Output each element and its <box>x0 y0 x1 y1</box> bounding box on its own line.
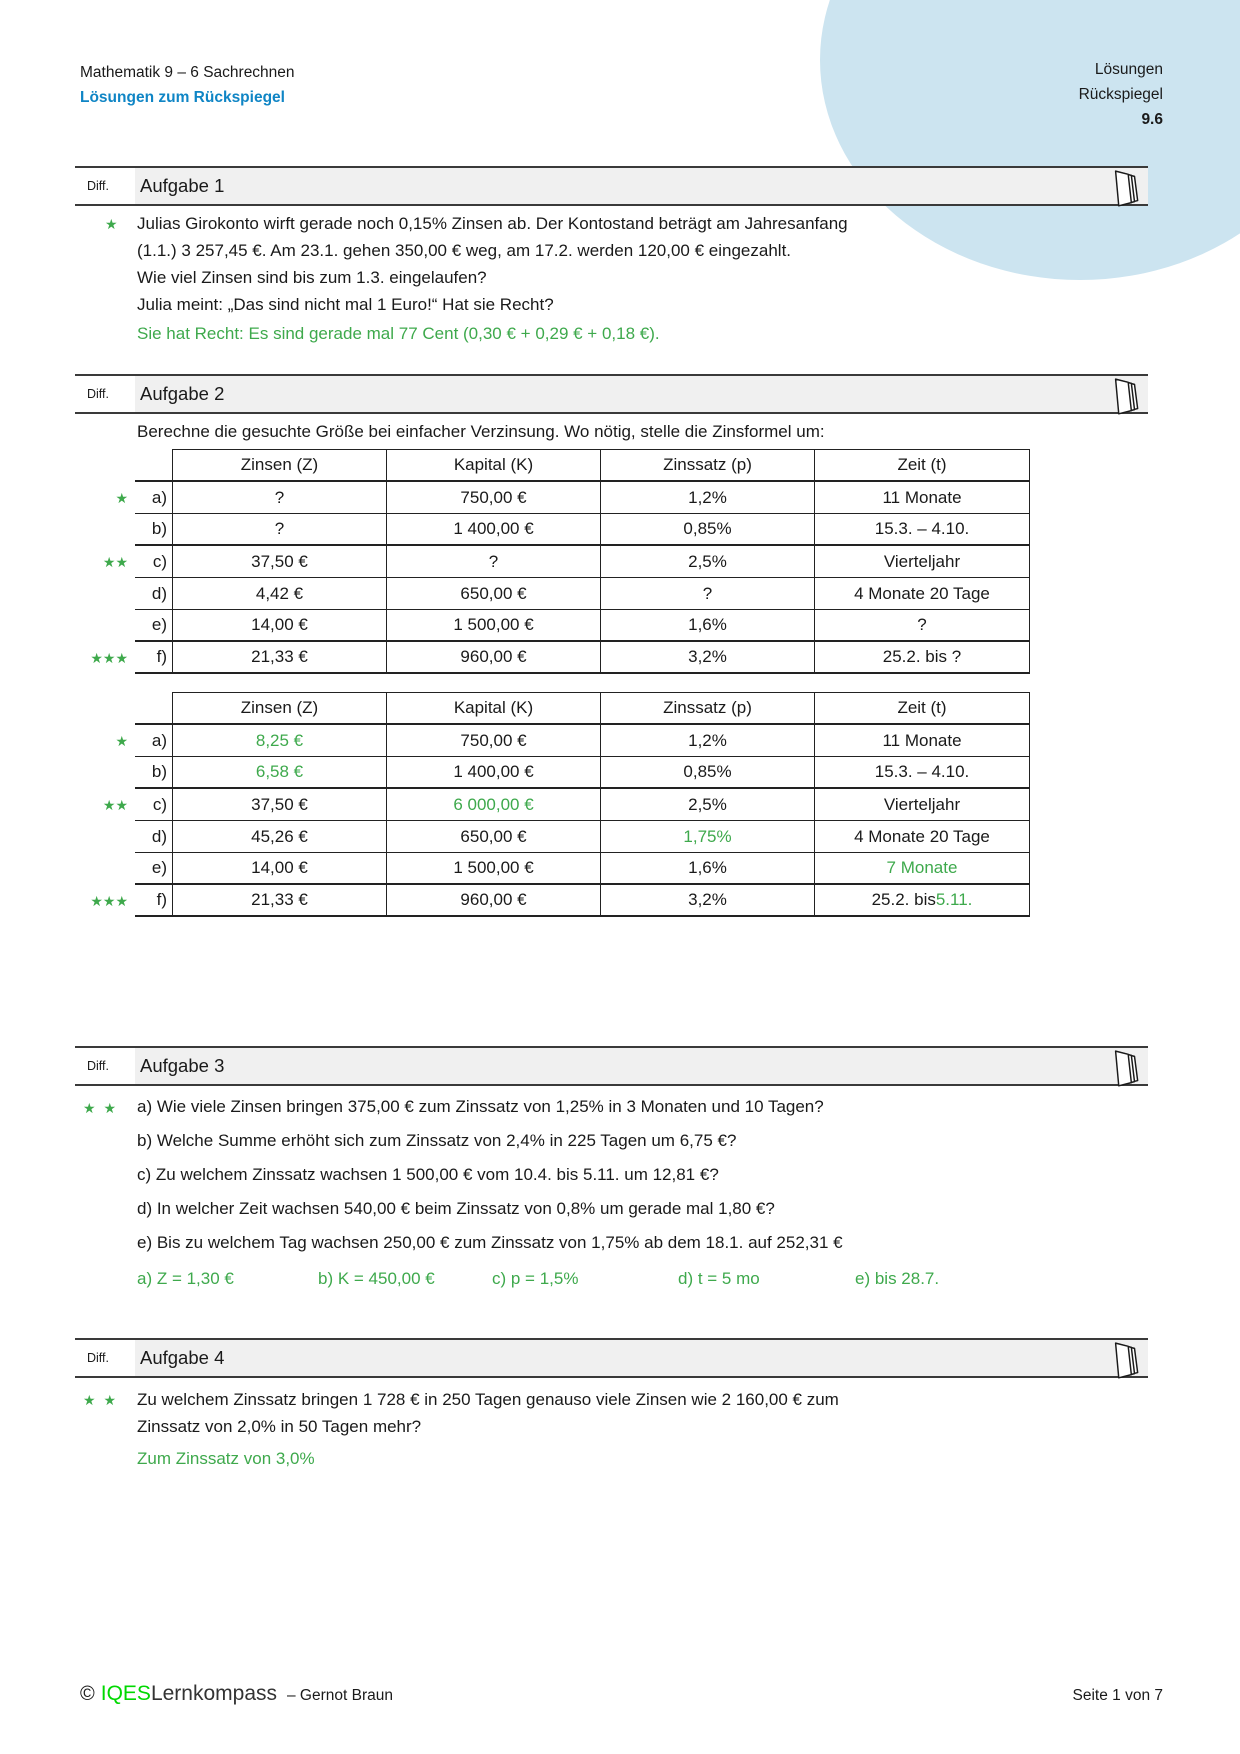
row-label: d) <box>135 821 173 853</box>
cell-text: 750,00 € <box>460 730 527 750</box>
table-cell <box>815 482 1030 514</box>
cell-text: 3,2% <box>688 890 727 909</box>
corner-code: 9.6 <box>1141 111 1163 128</box>
cell-text: 1,2% <box>688 487 727 507</box>
solution-text: Zum Zinssatz von 3,0% <box>137 1449 315 1468</box>
cell-text: 21,33 € <box>251 890 308 909</box>
cell-text: 15.3. – 4.10. <box>874 762 970 781</box>
task-title-bar <box>135 1048 1148 1084</box>
column-header: Zinsen (Z) <box>173 449 387 482</box>
solution-item: c) p = 1,5% <box>492 1269 579 1288</box>
cell-text: 1 500,00 € <box>453 858 534 877</box>
cell-text: 960,00 € <box>460 890 527 909</box>
solution-item: b) K = 450,00 € <box>318 1269 435 1288</box>
row-difficulty-stars <box>75 757 135 789</box>
table-cell <box>387 578 601 610</box>
task-body <box>75 1386 1148 1469</box>
table-cell <box>815 821 1030 853</box>
task-text-line: Zinssatz von 2,0% in 50 Tagen mehr? <box>137 1417 422 1436</box>
task-header-bar <box>75 166 1148 206</box>
table-cell <box>387 642 601 674</box>
table-cell <box>173 610 387 642</box>
table-cell <box>173 514 387 546</box>
row-difficulty-stars: ★★★ <box>90 649 128 666</box>
cell-text: 25.2. bis ? <box>882 647 962 666</box>
copyright-icon: © <box>80 1683 95 1705</box>
row-difficulty-stars <box>75 821 135 853</box>
column-header: Zeit (t) <box>815 449 1030 482</box>
table-cell <box>387 885 601 917</box>
solution-row <box>137 1269 1148 1289</box>
table-cell <box>173 546 387 578</box>
row-label: b) <box>135 514 173 546</box>
solution-value: 7 Monate <box>886 858 958 877</box>
table-cell <box>173 642 387 674</box>
table-cell <box>815 514 1030 546</box>
cell-text: ? <box>488 551 499 571</box>
cell-text: ? <box>702 583 713 603</box>
table-cell <box>173 885 387 917</box>
row-label: e) <box>135 853 173 885</box>
cell-text: 0,85% <box>683 519 732 538</box>
task-title-bar <box>135 1340 1148 1376</box>
task-instruction: Berechne die gesuchte Größe bei einfacher Verzinsung. Wo nötig, stelle die Zinsformel um: <box>137 422 825 441</box>
section-aufgabe-3 <box>75 1046 1148 1289</box>
solution-value: 6,58 € <box>255 762 304 781</box>
cell-text: 1,2% <box>688 730 727 750</box>
cell-text: 37,50 € <box>251 551 308 571</box>
page-footer <box>80 1682 1163 1706</box>
cell-text: 3,2% <box>688 647 727 666</box>
task-header-bar <box>75 1046 1148 1086</box>
exercise-book-icon <box>1106 1340 1142 1382</box>
task-text-line: Wie viel Zinsen sind bis zum 1.3. eingelaufen? <box>137 268 487 287</box>
row-label: c) <box>135 546 173 578</box>
table-cell <box>387 757 601 789</box>
cell-text: 14,00 € <box>251 615 308 634</box>
cell-text: 37,50 € <box>251 794 308 814</box>
brand-iqes: IQES <box>100 1682 151 1705</box>
column-header: Kapital (K) <box>387 449 601 482</box>
diff-label: Diff. <box>75 1340 135 1376</box>
cell-text: 21,33 € <box>251 647 308 666</box>
star-gutter-header <box>75 692 135 725</box>
interest-solution-table <box>75 692 1148 917</box>
row-difficulty-stars <box>75 853 135 885</box>
task-body <box>75 1094 1148 1289</box>
task-item: e) Bis zu welchem Tag wachsen 250,00 € zum Zinssatz von 1,75% ab dem 18.1. auf 252,31 € <box>137 1233 843 1252</box>
solution-value: 8,25 € <box>255 730 304 750</box>
table-cell <box>601 789 815 821</box>
task-title: Aufgabe 3 <box>140 1055 225 1076</box>
task-items <box>137 1094 1148 1256</box>
task-title: Aufgabe 4 <box>140 1347 225 1368</box>
cell-text: 1 400,00 € <box>453 762 534 781</box>
cell-text: 960,00 € <box>460 647 527 666</box>
task-item: d) In welcher Zeit wachsen 540,00 € beim Zinssatz von 0,8% um gerade mal 1,80 €? <box>137 1199 775 1218</box>
corner-label-2: Rückspiegel <box>1078 86 1163 103</box>
row-difficulty-stars <box>75 610 135 642</box>
difficulty-stars: ★ ★ <box>83 1392 118 1408</box>
cell-text: 2,5% <box>688 794 727 814</box>
cell-text: 2,5% <box>688 551 727 571</box>
table-cell <box>387 821 601 853</box>
cell-text: 1,6% <box>688 615 727 634</box>
row-label: f) <box>135 642 173 674</box>
task-text-line: Julia meint: „Das sind nicht mal 1 Euro!“ Hat sie Recht? <box>137 295 554 314</box>
difficulty-stars: ★ <box>105 216 120 232</box>
difficulty-stars: ★ ★ <box>83 1100 118 1116</box>
table-cell <box>815 578 1030 610</box>
cell-text: 11 Monate <box>882 730 962 750</box>
table-cell <box>815 725 1030 757</box>
table-cell <box>387 853 601 885</box>
row-difficulty-stars: ★★★ <box>90 892 128 909</box>
cell-text: ? <box>274 487 285 507</box>
table-cell <box>387 725 601 757</box>
cell-text: 4,42 € <box>255 583 304 603</box>
row-label: d) <box>135 578 173 610</box>
table-cell <box>601 725 815 757</box>
table-cell <box>601 757 815 789</box>
cell-text: 15.3. – 4.10. <box>874 519 970 538</box>
cell-text: 650,00 € <box>460 826 527 846</box>
row-difficulty-stars <box>75 514 135 546</box>
task-header-bar <box>75 1338 1148 1378</box>
row-difficulty-stars: ★ <box>115 489 128 506</box>
task-header-bar <box>75 374 1148 414</box>
diff-label: Diff. <box>75 168 135 204</box>
star-gutter-header <box>75 449 135 482</box>
solution-text: Sie hat Recht: Es sind gerade mal 77 Cent (0,30 € + 0,29 € + 0,18 €). <box>137 324 660 343</box>
solution-value: 6 000,00 € <box>453 794 534 814</box>
exercise-book-icon <box>1106 1048 1142 1090</box>
task-title-bar <box>135 376 1148 412</box>
table-cell <box>387 546 601 578</box>
table-cell <box>173 725 387 757</box>
table-cell <box>387 514 601 546</box>
page-header-right <box>1079 57 1163 132</box>
cell-text: 1 500,00 € <box>453 615 534 634</box>
table-cell <box>601 610 815 642</box>
cell-text: 650,00 € <box>460 583 527 603</box>
table-cell <box>601 578 815 610</box>
solution-item: d) t = 5 mo <box>678 1269 760 1288</box>
row-label: a) <box>135 482 173 514</box>
task-text <box>137 210 1148 318</box>
cell-text: 11 Monate <box>882 487 962 507</box>
exercise-book-icon <box>1106 376 1142 418</box>
table-cell <box>173 578 387 610</box>
table-cell <box>173 821 387 853</box>
table-cell <box>815 885 1030 917</box>
task-title-bar <box>135 168 1148 204</box>
task-body <box>75 210 1148 344</box>
task-item: c) Zu welchem Zinssatz wachsen 1 500,00 € vom 10.4. bis 5.11. um 12,81 €? <box>137 1165 719 1184</box>
cell-text: ? <box>274 519 285 538</box>
table-cell <box>387 610 601 642</box>
worksheet-subtitle: Lösungen zum Rückspiegel <box>80 89 285 106</box>
row-difficulty-stars: ★★ <box>102 796 128 813</box>
table-cell <box>815 853 1030 885</box>
solution-item: e) bis 28.7. <box>855 1269 940 1288</box>
row-label-header <box>135 449 173 482</box>
row-difficulty-stars: ★★ <box>102 553 128 570</box>
cell-text: ? <box>917 615 927 634</box>
table-cell <box>173 853 387 885</box>
row-label: f) <box>135 885 173 917</box>
table-cell <box>601 482 815 514</box>
cell-text: 45,26 € <box>251 826 308 846</box>
cell-text: 25.2. bis <box>871 890 936 909</box>
row-label: b) <box>135 757 173 789</box>
page-header-left <box>80 60 295 110</box>
row-difficulty-stars <box>75 578 135 610</box>
solution-value: 1,75% <box>683 826 732 846</box>
table-cell <box>601 546 815 578</box>
table-cell <box>601 642 815 674</box>
table-cell <box>173 482 387 514</box>
task-item: a) Wie viele Zinsen bringen 375,00 € zum Zinssatz von 1,25% in 3 Monaten und 10 Tagen? <box>137 1097 824 1116</box>
task-title: Aufgabe 1 <box>140 175 225 196</box>
cell-text: Vierteljahr <box>883 794 961 814</box>
table-cell <box>601 885 815 917</box>
table-cell <box>815 546 1030 578</box>
table-cell <box>601 821 815 853</box>
task-text <box>137 1386 1148 1440</box>
corner-label-1: Lösungen <box>1094 61 1163 78</box>
section-aufgabe-1 <box>75 166 1148 344</box>
cell-text: 0,85% <box>683 762 732 781</box>
task-item: b) Welche Summe erhöht sich zum Zinssatz von 2,4% in 225 Tagen um 6,75 €? <box>137 1131 737 1150</box>
column-header: Zinssatz (p) <box>601 449 815 482</box>
table-cell <box>387 789 601 821</box>
author-name: – Gernot Braun <box>287 1687 393 1704</box>
row-label: c) <box>135 789 173 821</box>
table-cell <box>387 482 601 514</box>
solution-value: 5.11. <box>935 890 973 909</box>
cell-text: 1 400,00 € <box>453 519 534 538</box>
table-cell <box>815 642 1030 674</box>
course-title: Mathematik 9 – 6 Sachrechnen <box>80 64 295 81</box>
brand-lernkompass: Lernkompass <box>150 1682 277 1705</box>
diff-label: Diff. <box>75 1048 135 1084</box>
task-title: Aufgabe 2 <box>140 383 225 404</box>
cell-text: 14,00 € <box>251 858 308 877</box>
task-text-line: Zu welchem Zinssatz bringen 1 728 € in 250 Tagen genauso viele Zinsen wie 2 160,00 € zum <box>137 1390 839 1409</box>
task-body <box>75 418 1148 445</box>
cell-text: 4 Monate 20 Tage <box>854 826 990 846</box>
diff-label: Diff. <box>75 376 135 412</box>
column-header: Kapital (K) <box>387 692 601 725</box>
column-header: Zinssatz (p) <box>601 692 815 725</box>
row-difficulty-stars: ★ <box>115 732 128 749</box>
row-label: a) <box>135 725 173 757</box>
table-cell <box>815 789 1030 821</box>
cell-text: 4 Monate 20 Tage <box>854 583 990 603</box>
section-aufgabe-4 <box>75 1338 1148 1469</box>
task-text-line: (1.1.) 3 257,45 €. Am 23.1. gehen 350,00 € weg, am 17.2. werden 120,00 € eingezahlt. <box>137 241 792 260</box>
table-cell <box>815 610 1030 642</box>
cell-text: 1,6% <box>688 858 727 877</box>
table-cell <box>173 789 387 821</box>
table-cell <box>601 514 815 546</box>
row-label: e) <box>135 610 173 642</box>
table-cell <box>601 853 815 885</box>
column-header: Zinsen (Z) <box>173 692 387 725</box>
row-label-header <box>135 692 173 725</box>
solution-item: a) Z = 1,30 € <box>137 1269 234 1288</box>
section-aufgabe-2 <box>75 374 1148 917</box>
interest-task-table <box>75 449 1148 674</box>
table-cell <box>173 757 387 789</box>
table-cell <box>815 757 1030 789</box>
exercise-book-icon <box>1106 168 1142 210</box>
task-text-line: Julias Girokonto wirft gerade noch 0,15% Zinsen ab. Der Kontostand beträgt am Jahresanfang <box>137 214 848 233</box>
column-header: Zeit (t) <box>815 692 1030 725</box>
cell-text: 750,00 € <box>460 487 527 507</box>
cell-text: Vierteljahr <box>883 551 961 571</box>
page-number: Seite 1 von 7 <box>1072 1687 1163 1704</box>
